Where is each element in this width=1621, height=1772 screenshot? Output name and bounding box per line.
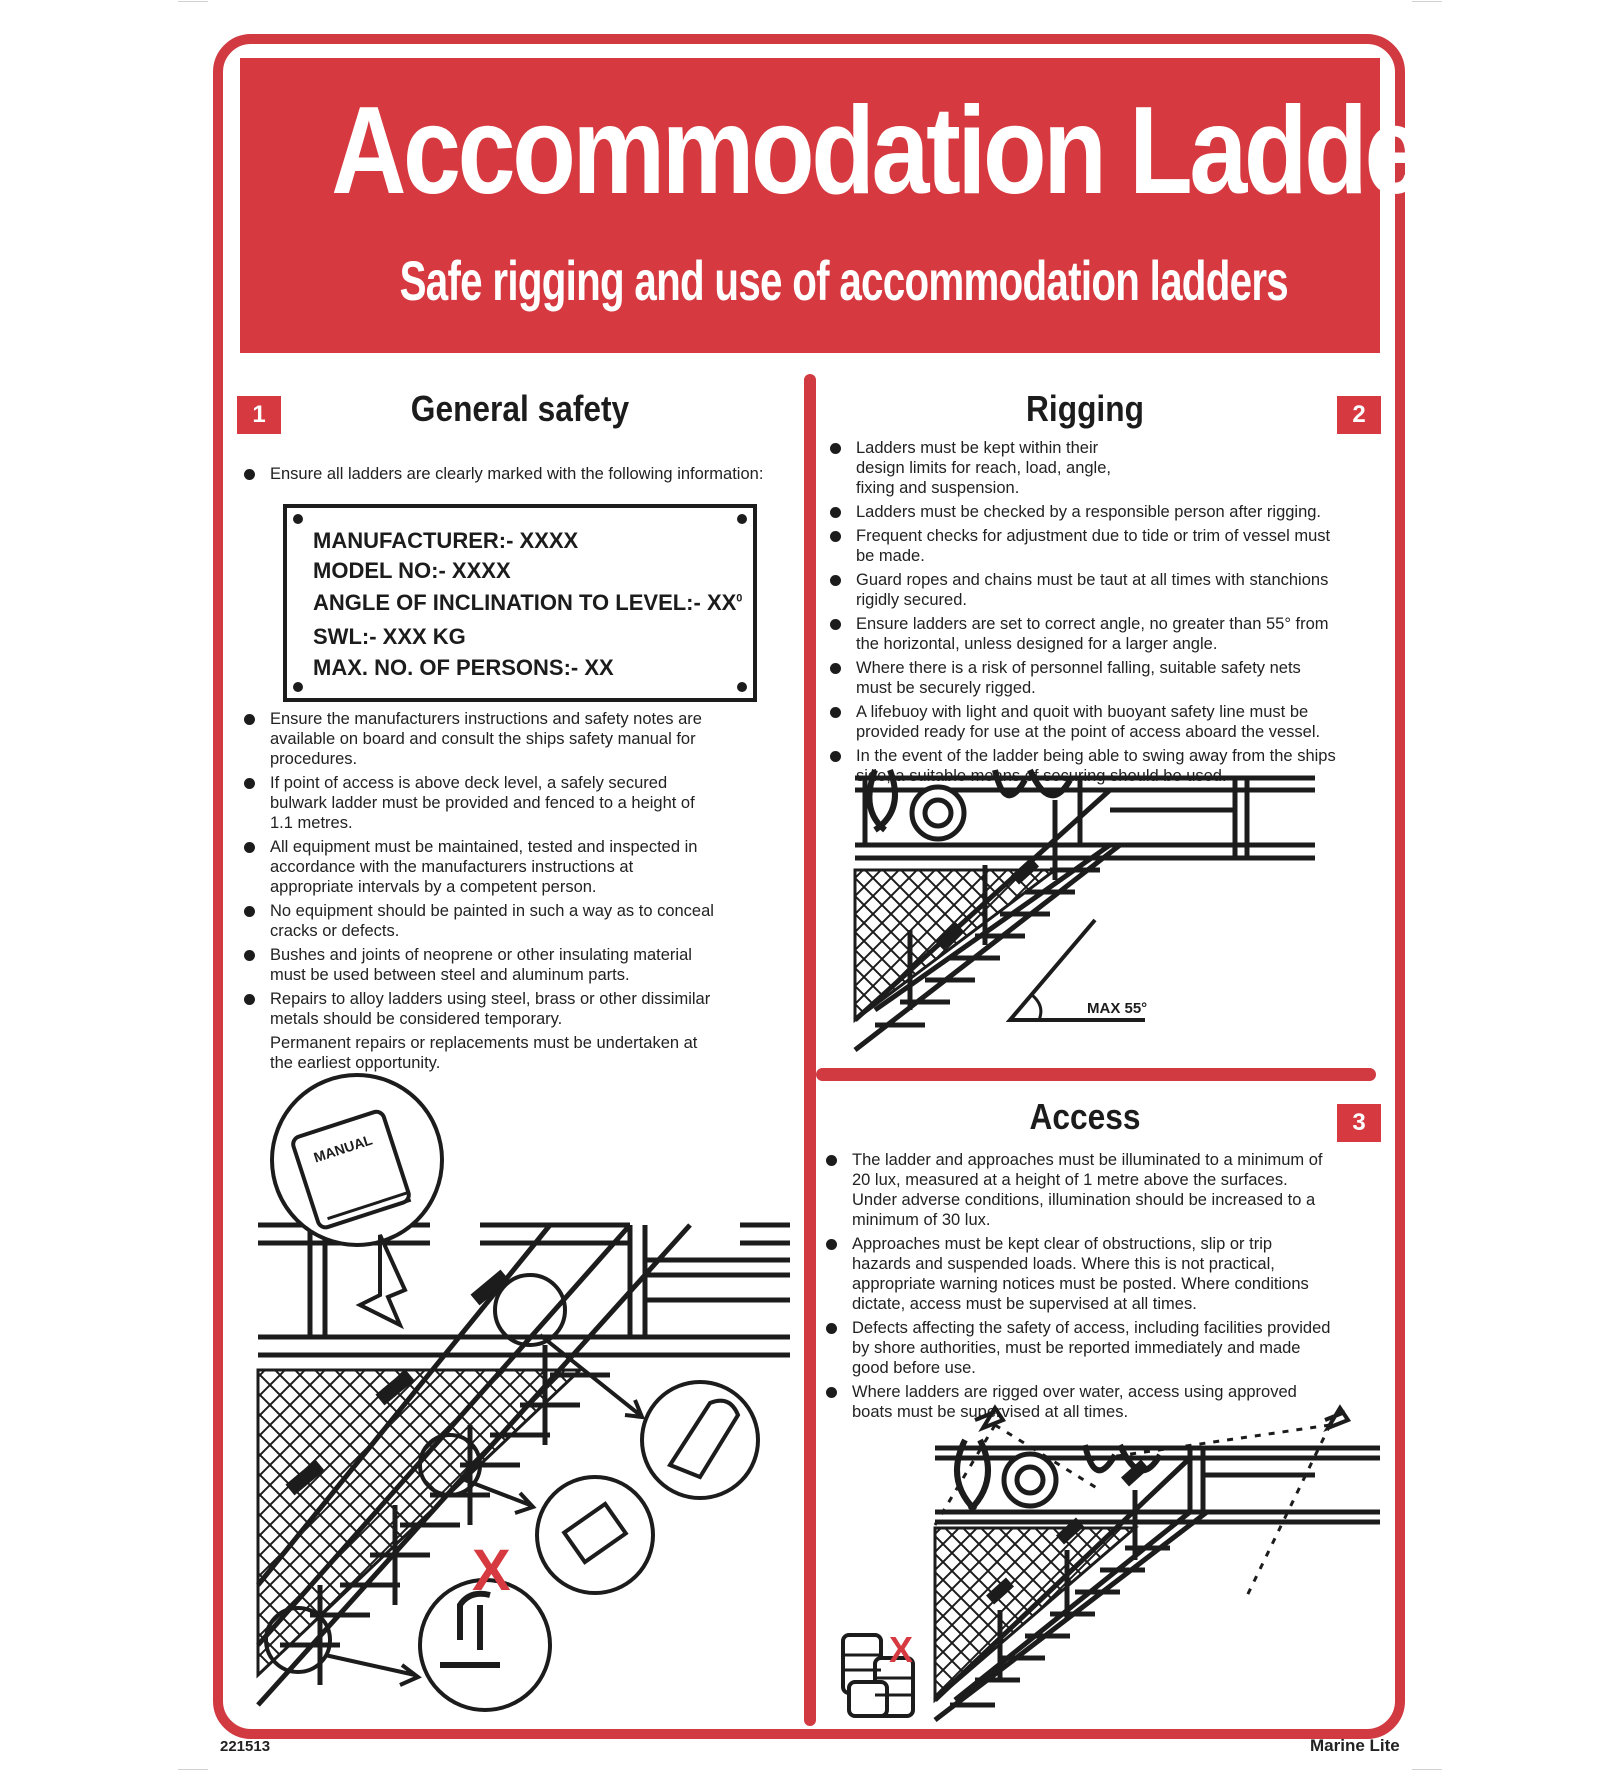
plate-rivet [737,514,747,524]
crop-mark [1412,1,1442,2]
list-item: The ladder and approaches must be illuminated to a minimum of 20 lux, measured at a height of 1 metre above the surfaces. Under adverse conditions, illumination should be increased to a minimum of 30 lux. [822,1150,1332,1230]
ladder-maintenance-illustration [250,1085,800,1715]
plate-angle-text: ANGLE OF INCLINATION TO LEVEL:- XX [313,590,737,615]
page-subtitle: Safe rigging and use of accommodation ladders [399,249,1289,312]
section-title-rigging: Rigging [1026,388,1144,429]
section-number-badge: 2 [1337,396,1381,434]
list-item: Repairs to alloy ladders using steel, brass or other dissimilar metals should be considered temporary. [240,989,720,1029]
access-list [822,1150,1332,1426]
list-item: Ladders must be kept within their design limits for reach, load, angle, fixing and suspension. [826,438,1336,498]
list-item: Defects affecting the safety of access, including facilities provided by shore authorities, must be reported immediately and made good before use. [822,1318,1332,1378]
general-intro-list [240,464,780,488]
list-item: Ensure the manufacturers instructions and safety notes are available on board and consult the ships safety manual for procedures. [240,709,720,769]
plate-model-no: MODEL NO:- XXXX [313,558,511,583]
crop-mark [1412,1769,1442,1770]
list-item: If point of access is above deck level, a safely secured bulwark ladder must be provided and fenced to a height of 1.1 metres. [240,773,720,833]
section-number-badge: 1 [237,396,281,434]
product-code: 221513 [220,1738,271,1755]
vertical-divider [804,374,816,1726]
plate-swl: SWL:- XXX KG [313,624,466,649]
plate-max-persons: MAX. NO. OF PERSONS:- XX [313,655,614,680]
list-item: A lifebuoy with light and quoit with buoyant safety line must be provided ready for use at the point of access aboard the vessel. [826,702,1336,742]
section-title-general-safety: General safety [410,388,630,429]
plate-manufacturer: MANUFACTURER:- XXXX [313,528,579,553]
list-item: Ladders must be checked by a responsible person after rigging. [826,502,1336,522]
title-banner [240,58,1511,353]
x-mark-corrosion: X [472,1538,511,1603]
page-title: Accommodation Ladders [331,82,1511,220]
plate-angle-degree: 0 [736,592,743,605]
plate-rivet [293,682,303,692]
ladder-information-plate [283,504,757,702]
max-angle-label: MAX 55° [1087,1000,1148,1017]
plate-rivet [293,514,303,524]
crop-mark [178,1,208,2]
rigging-list [826,438,1336,790]
section-number-badge: 3 [1337,1104,1381,1142]
list-item: Bushes and joints of neoprene or other insulating material must be used between steel and aluminum parts. [240,945,720,985]
rigging-illustration [855,770,1315,1060]
list-item: Where there is a risk of personnel falling, suitable safety nets must be securely rigged. [826,658,1336,698]
manual-label: MANUAL [311,1131,375,1166]
list-item-continuation: Permanent repairs or replacements must be undertaken at the earliest opportunity. [270,1034,698,1072]
general-safety-list [240,709,720,1077]
list-item: Guard ropes and chains must be taut at all times with stanchions rigidly secured. [826,570,1336,610]
list-item: Approaches must be kept clear of obstructions, slip or trip hazards and suspended loads. Where this is not practical, appropriate warning notices must be posted. Where conditions dictate, access must be supervised at all times. [822,1234,1332,1314]
list-item: Where ladders are rigged over water, access using approved boats must be supervised at all times. [822,1382,1332,1422]
plate-angle [313,590,742,616]
x-mark-obstruction: X [889,1629,914,1670]
list-item: Ensure all ladders are clearly marked with the following information: [240,464,780,484]
list-item: All equipment must be maintained, tested and inspected in accordance with the manufacturers instructions at appropriate intervals by a competent person. [240,837,720,897]
section-title-access: Access [1029,1096,1141,1137]
access-illustration [835,1400,1385,1720]
crop-mark [178,1769,208,1770]
list-item: Ensure ladders are set to correct angle, no greater than 55° from the horizontal, unless designed for a larger angle. [826,614,1336,654]
horizontal-divider [816,1068,1376,1081]
list-item: No equipment should be painted in such a way as to conceal cracks or defects. [240,901,720,941]
list-item: In the event of the ladder being able to swing away from the ships side, a suitable means of securing should be used. [826,746,1336,786]
brand-name: Marine Lite [1310,1736,1400,1755]
plate-rivet [737,682,747,692]
list-item: Frequent checks for adjustment due to tide or trim of vessel must be made. [826,526,1336,566]
